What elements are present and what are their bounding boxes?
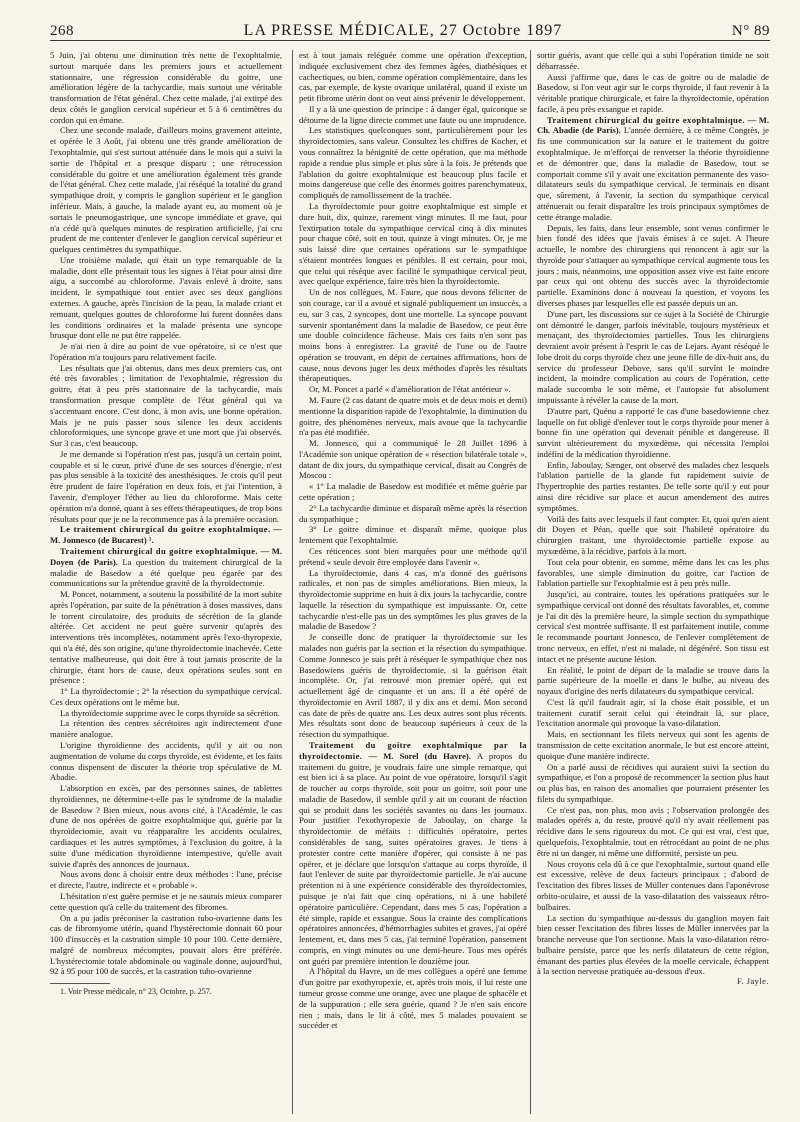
paragraph: On a pu jadis préconiser la castration tubo-ovarienne dans les cas de fibromyome utérin, quand l'hystérectomie donnait 60 pour 100 d'insuccès et la castration simple 10 pour 100. Cette dernière, malgré de nombreux mécomptes, pouvait alors être préférée. L'hystérectomie totale abdominale ou vaginale donne, aujourd'hui, 92 à 95 pour 100 de succès, et la castration tubo-ovarienne [50, 912, 282, 977]
paragraph: sortir guéris, avant que celle qui a subi l'opération timide ne soit débarrassée. [537, 50, 769, 71]
heading-author: — M. Jonnesco (de Bucarest) ¹. [50, 524, 282, 546]
paragraph: Les statistiques quelconques sont, particulièrement pour les thyroïdectomies, sans valeur. Consultez les chiffres de Kocher, et vous connaîtrez la bénignité de cette opération, que ma méthode rapide a rendue plus simple et plus sûre à la fois. Je prétends que l'ablation du goitre exophtalmique est beaucoup plus facile et moins dangereuse que celle des énormes goitres parenchymateux, compliqués de ramollissement de la trachée. [299, 125, 527, 201]
paragraph: M. Poncet, notamment, a soutenu la possibilité de la mort subite après l'opération, par suite de la pénétration à doses massives, dans le torrent circulatoire, des produits de sécrétion de la glande altérée. Cet accident ne peut guère survenir qu'après des interventions très incomplètes, notamment après l'exo-thyropexie, qui n'a été, dès son origine, qu'une thyroïdectomie inachevée. Cette tentative malheureuse, qui doit être à tout jamais proscrite de la chirurgie, étant hors de cause, deux opérations seules sont en présence : [50, 589, 282, 686]
heading-title: Traitement chirurgical du goitre exophtalmique. [547, 114, 745, 125]
paragraph: 3° Le goitre diminue et disparaît même, quoique plus lentement que l'exophtalmie. [299, 524, 527, 546]
heading-text: A propos du traitement du goitre, je voudrais faire une simple remarque, qui est bien ici à sa place. Au point de vue opératoire, lorsqu'il s'agit de toucher au corps thyroïde, soit pour un goitre, soit pour une maladie de Basedow, il semble qu'il y ait un courant de réaction qui se produit dans les sociétés savantes ou dans les journaux. Pour justifier l'exothyropexie de Jaboulay, on charge la thyroïdectomie de méfaits : difficultés opératoire, pertes considérables de sang, suites opératoires graves. Je tiens à protester contre cette manière d'opérer, qui consiste à ne pas opérer, et je déclare que lorsqu'on s'attaque au corps thyroïde, il faut l'enlever de suite par thyroïdectomie partielle. Je n'ai aucune prétention ni à une expérience considérable des thyroïdectomies, puisque je n'ai fait que cinq opérations, ni à une habileté opératoire particulière. Cependant, dans mes 5 cas, l'opération a été simple, rapide et exsangue. Sous la crainte des complications opératoires annoncées, d'hémorrhagies subites et graves, j'ai opéré lentement, et, dans mes 5 cas, j'ai terminé l'opération, pansement compris, en vingt minutes ou une demi-heure. Tous mes opérés ont guéri par première intention le douzième jour. [299, 750, 527, 966]
section-heading [50, 524, 282, 546]
column-1 [50, 50, 282, 1114]
paragraph: Ces réticences sont bien marquées pour une méthode qu'il prétend « seule devoir être employée dans l'avenir ». [299, 545, 527, 567]
paragraph: La thyroïdectomie supprime avec le corps thyroïde sa sécrétion. [60, 707, 280, 718]
paragraph: La thyroïdectomie, dans 4 cas, m'a donné des guérisons radicales, et non pas de simples améliorations. Bien mieux, la thyroïdectomie supprime en huit à dix jours la tachycardie, contre laquelle la résection du sympathique est impuissante. Or, cette tachycardie n'est-elle pas un des symptômes les plus graves de la maladie de Basedow ? [299, 567, 527, 632]
column-2 [292, 50, 527, 1114]
footnote-rule [50, 983, 110, 984]
paragraph: 1° La thyroïdectomie ; 2° la résection du sympathique cervical. Ces deux opérations ont le même but. [50, 686, 282, 707]
paragraph: Une troisième malade, qui était un type remarquable de la maladie, dont elle présentait tous les signes à l'état pour ainsi dire aigu, a succombé au chloroforme. J'avais enlevé à droite, sans incident, le sympathique tout entier avec ses deux ganglions externes. A gauche, après l'incision de la peau, la malade criant et remuant, quelques gouttes de chloroforme lui furent données dans les conditions ordinaires et la malade présenta une syncope brusque dont elle ne put être rappelée. [50, 254, 282, 341]
paragraph: Enfin, Jaboulay, Sænger, ont observé des malades chez lesquels l'ablation partielle de la glande fut rapidement suivie de l'hypertrophie des parties restantes. De telle sorte qu'il y eut pour ainsi dire récidive sur place et aucun amendement des autres symptômes. [537, 459, 769, 513]
author-signature: F. Jayle. [737, 977, 769, 987]
heading-author: — M. Doyen (de Paris). [50, 545, 282, 567]
column-3 [530, 50, 769, 1114]
heading-author: — M. Ch. Abadie (de Paris). [537, 114, 769, 136]
paragraph: La thyroïdectomie pour goitre exophtalmique est simple et dure huit, dix, quinze, rarement vingt minutes. Il me faut, pour l'extirpation totale du sympathique cervical cinq à dix minutes pour chaque côté, soit en tout, quinze à vingt minutes. Or, je me suis laissé dire que certaines opérations sur le sympathique s'étaient montrées longues et pénibles. Il est certain, pour moi, que celui qui réséque avec facilité le sympathique cervical peut, avec quelque expérience, faire très bien la thyroïdectomie. [299, 200, 527, 287]
paragraph: Aussi j'affirme que, dans le cas de goitre ou de maladie de Basedow, si l'on veut agir sur le corps thyroïde, il faut revenir à la véritable pratique chirurgicale, et faire la thyroïdectomie, opération facile, à peu près exsangue et rapide. [537, 71, 769, 114]
heading-title: Traitement chirurgical du goitre exophtalmique. [60, 545, 258, 556]
paragraph: A l'hôpital du Havre, un de mes collègues a opéré une femme d'un goitre par exothyropexie, et, après trois mois, il lui reste une tumeur grosse comme une orange, avec une plaque de sphacèle et de la suppuration ; elle sera guérie, quand ? Je n'en sais encore rien ; mais, dans le lit à côté, mes 5 malades pouvaient se succéder et [299, 966, 527, 1031]
paragraph: D'autre part, Quénu a rapporté le cas d'une basedowienne chez laquelle on fut obligé d'enlever tout le corps thyroïde pour mener à bonne fin une opération qui devenait pénible et dangereuse. Il survint ultérieurement du myxœdème, qui nécessita l'emploi indéfini de la médication thyroïdienne. [537, 405, 769, 459]
paragraph: Les résultats que j'ai obtenus, dans mes deux premiers cas, ont été très favorables ; limitation de l'exophtalmie, régression du goitre, état à peu près stationnaire de la tachycardie, mais transformation presque complète de l'état général qui va s'accentuant encore. C'est donc, à mon avis, une bonne opération. Mais je ne puis passer sous silence les deux accidents chloroformiques, une syncope grave et une mort que j'ai observés. Sur 3 cas, c'est beaucoup. [50, 362, 282, 449]
paragraph: C'est là qu'il faudrait agir, si la chose était possible, et un traitement curatif serait celui qui éteindrait là, sur place, l'excitation anormale qui provoque la vaso-dilatation. [537, 696, 769, 729]
heading-title: Le traitement chirurgical du goitre exophtalmique. [60, 524, 271, 535]
paragraph: Chez une seconde malade, d'ailleurs moins gravement atteinte, et opérée le 3 Août, j'ai obtenu une très grande amélioration de l'exophtalmie, qui s'est surtout atténuée dans le mois qui a suivi la sortie de l'hôpital et a presque disparu ; une rétrocession considérable du goitre et une amélioration également très grande de l'état général. Chez cette malade, j'ai réséqué la totalité du grand sympathique droit, y compris le ganglion supérieur et le ganglion inférieur. Mais, à gauche, la malade ayant eu, au moment où je sortais le pneumogastrique, une syncope immédiate et grave, qui n'a cédé qu'à quelques minutes de respiration artificielle, j'ai cru prudent de me contenter d'enlever le ganglion cervical supérieur et quelques centimètres du sympathique. [50, 125, 282, 255]
paragraph: Voilà des faits avec lesquels il faut compter. Et, quoi qu'en aient dit Doyen et Péan, quelle que soit l'habileté opératoire du chirurgien traitant, une thyroïdectomie partielle expose au myxœdème, à la récidive, parfois à la mort. [537, 513, 769, 556]
paragraph: Jusqu'ici, au contraire, toutes les opérations pratiquées sur le sympathique cervical ont donné des résultats favorables, et, comme je l'ai dit dès la première heure, la simple section du sympathique cervical s'est montrée suffisante. Il est parfaitement inutile, comme le recommande pourtant Jonnesco, de l'enlever complètement de tronc nerveux, en effet, n'est ni malade, ni dégénéré. Son tissu est intact et ne présente aucune lésion. [537, 589, 769, 664]
paragraph: Tout cela pour obtenir, en somme, même dans les cas les plus favorables, une simple diminution du goitre, car l'action de l'ablation partielle sur l'exophtalmie est à peu près nulle. [537, 556, 769, 589]
paragraph: La rétention des centres sécrétoires agit indirectement d'une manière analogue. [50, 718, 282, 740]
paragraph: En réalité, le point de départ de la maladie se trouve dans la partie supérieure de la moelle et dans le bulbe, au niveau des noyaux d'origine des nerfs dilatateurs du sympathique cervical. [537, 664, 769, 697]
paragraph: Je n'ai rien à dire au point de vue opératoire, si ce n'est que l'opération m'a toujours paru relativement facile. [50, 341, 282, 362]
paragraph: 2° La tachycardie diminue et disparaît même après la résection du sympathique ; [299, 502, 527, 524]
paragraph: L'absorption en excès, par des personnes saines, de tablettes thyroïdiennes, ne détermine-t-elle pas le syndrome de la maladie de Basedow ? Bien mieux, nous avons cité, à l'Académie, le cas d'une de nos opérées de goitre exophtalmique qui, guérie par la thyroïdectomie, avait vu réapparaître les accidents oculaires, cardiaques et les autres symptômes, à l'exclusion du goitre, à la suite d'une médication thyroïdienne intempestive, qu'elle avait suivie d'après des annonces de journaux. [50, 783, 282, 869]
paragraph: L'hésitation n'est guère permise et je ne saurais mieux comparer cette question qu'à celle du traitement des fibromes. [50, 890, 282, 912]
paragraph: est à tout jamais reléguée comme une opération d'exception, indiquée exclusivement chez des femmes âgées, diathésiques et cachectiques, ou bien, comme opération complémentaire, dans les cas, par exemple, de kyste ovarique unilatéral, quand il existe un petit fibrome utérin dont on veut ainsi prévenir le développement. [299, 50, 527, 104]
heading-text: La question du traitement chirurgical de la maladie de Basedow a été quelque peu égarée par des communications sur la prétendue gravité de la thyroïdectomie. [50, 556, 282, 589]
heading-text: L'année dernière, à ce même Congrès, je fis une communication sur la nature et le traitement du goitre exophtalmique. Je m'efforçai de renverser la théorie thyroïdienne et de démontrer que, dans la maladie de Basedow, tout se comportait comme s'il y avait une excitation permanente des vaso-dilatateurs seuls du sympathique cervical. Je terminais en disant que, sûrement, à l'avenir, la section du sympathique cervical atténuerait ou ferait disparaître les trois principaux symptômes de cette étrange maladie. [537, 125, 769, 222]
paragraph: M. Faure (2 cas datant de quatre mois et de deux mois et demi) mentionne la disparition rapide de l'exophtalmie, la diminution du goitre, des phénomènes nerveux, mais avoue que la tachycardie n'a pas été modifiée. [299, 395, 527, 438]
paragraph: Il y a là une question de principe : à danger égal, quiconque se détourne de la ligne directe commet une faute ou une imprudence. [299, 103, 527, 125]
paragraph: « 1° La maladie de Basedow est modifiée et même guérie par cette opération ; [299, 481, 527, 503]
section-heading [50, 546, 282, 589]
issue-number: N° 89 [731, 23, 770, 39]
paragraph: La section du sympathique au-dessus du ganglion moyen fait bien cesser l'excitation des fibres lisses de Müller innervées par la branche nerveuse que l'on sectionne. Mais la vaso-dilatation rétro-bulbaire persiste, parce que les nerfs dilatateurs de cette région, émanant des parties plus élevées de la moelle cervicale, échappent à la section nerveuse pratiquée au-dessous d'eux. [537, 912, 769, 977]
paragraph: Je conseille donc de pratiquer la thyroïdectomie sur les malades non guéris par la section et la résection du sympathique. Comme Jonnesco je suis prêt à réséquer le sympathique chez nos Basedowiens guéris de thyroïdectomie, si la guérison était incomplète. Or, j'ai retrouvé mon premier opéré, qui est actuellement âgé de cinquante et un ans. Il a été opéré de thyroïdectomie en Avril 1887, il y dix ans et demi. Mon second cas date de près de quatre ans. Les deux autres sont plus récents. Mes résultats sont donc de beaucoup supérieurs à ceux de la résection du sympathique. [299, 632, 527, 740]
paragraph: On a parlé aussi de récidives qui auraient suivi la section du sympathique, et l'on a proposé de recommencer la section plus haut ou plus bas, en raison des anomalies que pourraient présenter les filets du sympathique. [537, 761, 769, 804]
paragraph: Mais, en sectionnant les filets nerveux qui sont les agents de transmission de cette excitation anormale, le but est encore atteint, quoique d'une manière indirecte. [537, 729, 769, 761]
journal-title: LA PRESSE MÉDICALE, 27 Octobre 1897 [243, 22, 563, 39]
paragraph: 5 Juin, j'ai obtenu une diminution très nette de l'exophtalmie, surtout marquée dans les premiers jours et actuellement stationnaire, une régression considérable du goitre, une amélioration légère de la tachycardie, mais surtout une véritable transformation de l'état général. Chez cette malade, j'ai extirpé des deux côtés le ganglion cervical supérieur et 5 à 6 centimètres du cordon qui en émane. [50, 50, 282, 125]
paragraph: Or, M. Poncet a parlé « d'amélioration de l'état antérieur ». [309, 384, 511, 395]
paragraph: D'une part, les discussions sur ce sujet à la Société de Chirurgie ont démontré le danger, parfois inévitable, toujours mystérieux et menaçant, des thyroïdectomies partielles. Tous les chirurgiens devraient avoir présent à l'esprit le cas de Lejars. Ayant réséqué le lobe droit du corps thyroïde chez une jeune fille de dix-huit ans, du service du professeur Debove, sans qu'il survînt le moindre incident, la moindre complication au cours de l'opération, cette malade succomba le soir même, et l'autopsie fut absolument impuissante à révéler la cause de la mort. [537, 308, 769, 405]
section-heading [537, 115, 769, 223]
page-number: 268 [50, 23, 74, 39]
paragraph: Nous avons donc à choisir entre deux méthodes : l'une, précise et directe, l'autre, indirecte et « probable ». [50, 869, 282, 891]
page-header [50, 18, 770, 41]
paragraph: M. Jonnesco, qui a communiqué le 28 Juillet 1896 à l'Académie son unique opération de « résection bilatérale totale », datant de dix jours, du sympathique cervical, disait au Congrès de Moscou : [299, 438, 527, 481]
paragraph: Un de nos collègues, M. Faure, que nous devons féliciter de son courage, car il a avoué et signalé publiquement un insuccès, a eu, sur 3 cas, 2 syncopes, dont une mortelle. La syncope pouvant survenir spontanément dans la maladie de Basedow, ce peut être une double coïncidence fâcheuse. Mais ces faits n'en sont pas moins bons à enregistrer. La gravité de l'une ou de l'autre opération se trouvant, en dépit de certaines affirmations, hors de cause, nous devons juger les deux méthodes d'après les résultats thérapeutiques. [299, 287, 527, 384]
footnote: 1. Voir Presse médicale, n° 23, Octobre, p. 257. [60, 987, 212, 997]
paragraph: L'origine thyroïdienne des accidents, qu'il y ait ou non augmentation de volume du corps thyroïde, est évidente, et les faits connus dispensent de discuter la théorie trop spéculative de M. Abadie. [50, 740, 282, 783]
paragraph: Depuis, les faits, dans leur ensemble, sont venus confirmer le bien fondé des idées que j'avais émises à ce sujet. A l'heure actuelle, le nombre des chirurgiens qui renoncent à agir sur la thyroïde pour s'attaquer au sympathique cervical augmente tous les jours ; mais, néanmoins, une opposition assez vive est faite encore par ceux qui ont obtenu des succès avec la thyroïdectomie partielle. Examinons donc à nouveau la question, et voyons les diverses phases par lesquelles elle est passée depuis un an. [537, 222, 769, 308]
heading-author: — M. Sorel (du Havre). [368, 750, 471, 761]
paragraph: Nous croyons cela dû à ce que l'exophtalmie, surtout quand elle est excessive, relève de deux facteurs principaux ; d'abord de l'excitation des fibres lisses de Müller contenues dans l'aponévrose orbito-oculaire, et aussi de la vaso-dilatation des vaisseaux rétro-bulbaires. [537, 858, 769, 912]
paragraph: Ce n'est pas, non plus, mon avis ; l'observation prolongée des malades opérés a, du reste, prouvé qu'il n'y avait réellement pas récidive dans le sens rigoureux du mot. Ce qui est vrai, c'est que, quelquefois, l'exophtalmie, tout en rétrocédant au point de ne plus être ni un danger, ni même une difformité, persiste un peu. [537, 804, 769, 858]
paragraph: Je me demande si l'opération n'est pas, jusqu'à un certain point, coupable et si le cœur, privé d'une de ses sources d'énergie, n'est pas plus sensible à la toxicité des anesthésiques. Je crois qu'il peut être prudent de faire l'opération en deux fois, et j'ai l'intention, à l'avenir, d'employer l'éther au lieu du chloroforme. Mais cette opération m'a donné, quant à ses effets thérapeutiques, de trop bons résultats pour que je ne la recommence pas à la première occasion. [50, 448, 282, 524]
section-heading [299, 740, 527, 966]
heading-title: Traitement du goitre exophtalmique par la thyroïdectomie. [299, 740, 527, 761]
